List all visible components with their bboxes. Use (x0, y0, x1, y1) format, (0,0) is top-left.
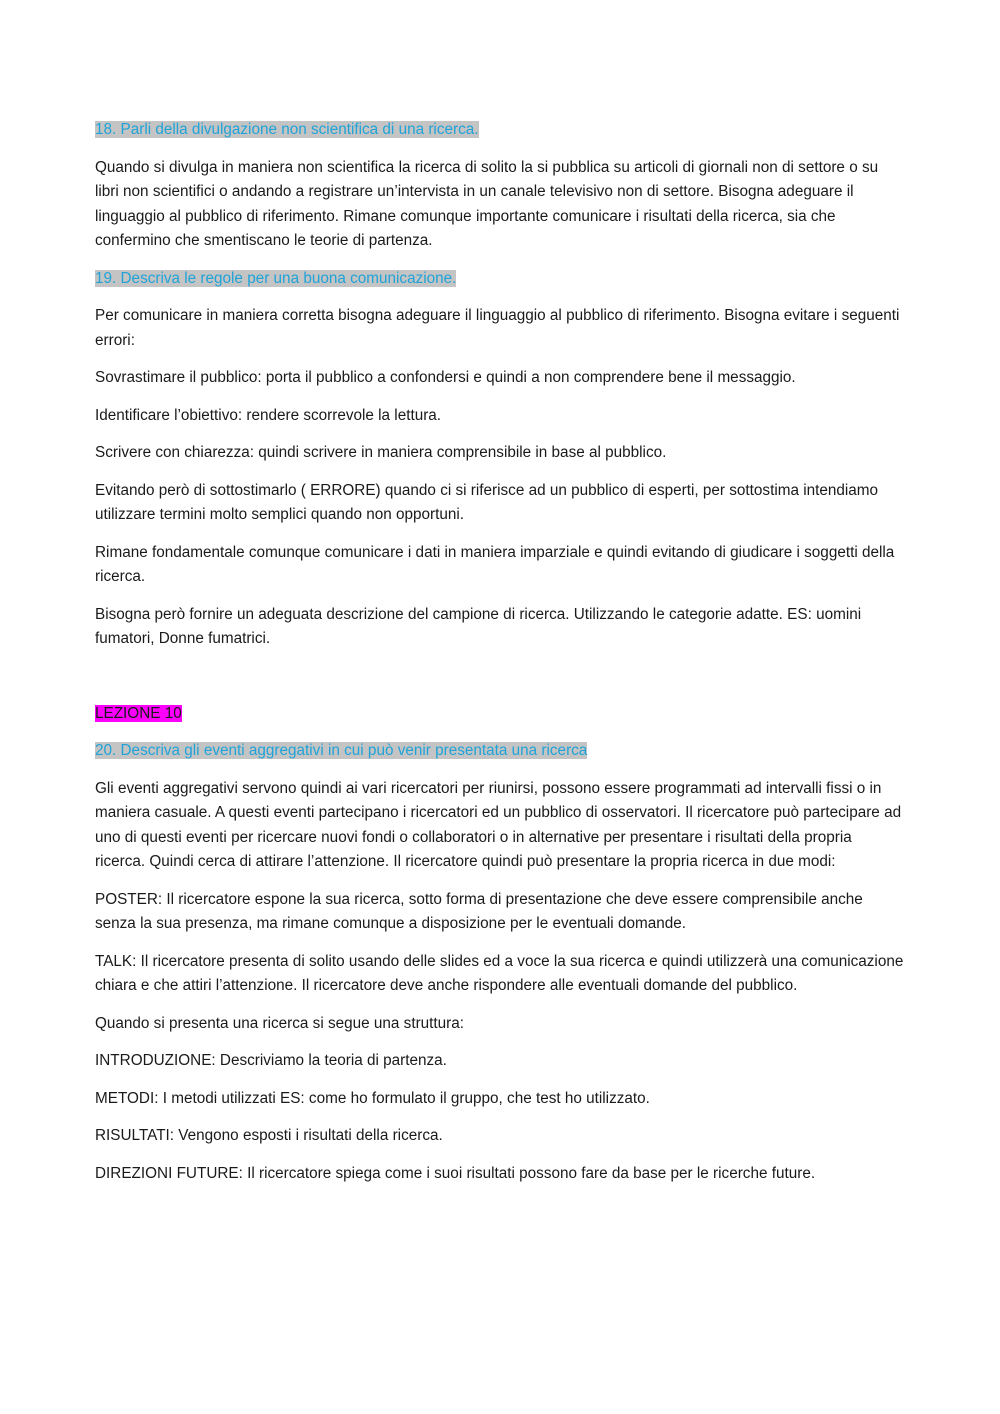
answer-20-direzioni-future: DIREZIONI FUTURE: Il ricercatore spiega come i suoi risultati possono fare da base per le ricerche future. (95, 1164, 816, 1182)
question-19-heading: 19. Descriva le regole per una buona comunicazione. (95, 269, 457, 287)
answer-20-structure: Quando si presenta una ricerca si segue una struttura: (95, 1014, 465, 1032)
answer-19-sample: Bisogna però fornire un adeguata descrizione del campione di ricerca. Utilizzando le categorie adatte. ES: uomini fumatori, Donne fumatrici. (95, 605, 862, 647)
document-page (95, 118, 905, 1199)
question-18-heading: 18. Parli della divulgazione non scientifica di una ricerca. (95, 121, 479, 138)
answer-20-talk: TALK: Il ricercatore presenta di solito usando delle slides ed a voce la sua ricerca e quindi utilizzerà una comunicazione chiara e che attiri l’attenzione. Il ricercatore deve anche rispondere alle eventuali domande del pubblico. (95, 952, 904, 994)
answer-19-overestimate: Sovrastimare il pubblico: porta il pubblico a confondersi e quindi a non comprendere bene il messaggio. (95, 369, 796, 386)
answer-20-poster: POSTER: Il ricercatore espone la sua ricerca, sotto forma di presentazione che deve essere comprensibile anche senza la sua presenza, ma rimane comunque a disposizione per le eventuali domande. (95, 890, 863, 932)
answer-20-intro: Gli eventi aggregativi servono quindi ai vari ricercatori per riunirsi, possono essere programmati ad intervalli fissi o in maniera casuale. A questi eventi partecipano i ricercatori ed un pubblico di osservatori. Il ricercatore può partecipare ad uno di questi eventi per ricercare nuovi fondi o collaboratori o in alternative per presentare i risultati della propria ricerca. Quindi cerca di attirare l’attenzione. Il ricercatore quindi può presentare la propria ricerca in due modi: (95, 779, 902, 870)
spacer (95, 665, 905, 702)
answer-19-impartiality: Rimane fondamentale comunque comunicare i dati in maniera imparziale e quindi evitando di giudicare i soggetti della ricerca. (95, 543, 895, 585)
question-20-heading: 20. Descriva gli eventi aggregativi in cui può venir presentata una ricerca (95, 742, 588, 759)
answer-19-objective: Identificare l’obiettivo: rendere scorrevole la lettura. (95, 406, 442, 424)
answer-18-paragraph: Quando si divulga in maniera non scientifica la ricerca di solito la si pubblica su articoli di giornali non di settore o su libri non scientifici o andando a registrare un’intervista in un canale televisivo non di settore. Bisogna adeguare il linguaggio al pubblico di riferimento. Rimane comunque importante comunicare i risultati della ricerca, sia che confermino che smentiscano le teorie di partenza. (95, 158, 879, 249)
answer-20-risultati: RISULTATI: Vengono esposti i risultati della ricerca. (95, 1127, 443, 1144)
answer-19-intro: Per comunicare in maniera corretta bisogna adeguare il linguaggio al pubblico di riferimento. Bisogna evitare i seguenti errori: (95, 307, 900, 349)
lesson-10-label: LEZIONE 10 (95, 704, 182, 722)
answer-20-metodi: METODI: I metodi utilizzati ES: come ho formulato il gruppo, che test ho utilizzato. (95, 1089, 650, 1107)
answer-19-underestimate: Evitando però di sottostimarlo ( ERRORE) quando ci si riferisce ad un pubblico di esperti, per sottostima intendiamo utilizzare termini molto semplici quando non opportuni. (95, 481, 879, 523)
answer-19-clarity: Scrivere con chiarezza: quindi scrivere in maniera comprensibile in base al pubblico. (95, 444, 667, 461)
answer-20-introduzione: INTRODUZIONE: Descriviamo la teoria di partenza. (95, 1052, 447, 1069)
